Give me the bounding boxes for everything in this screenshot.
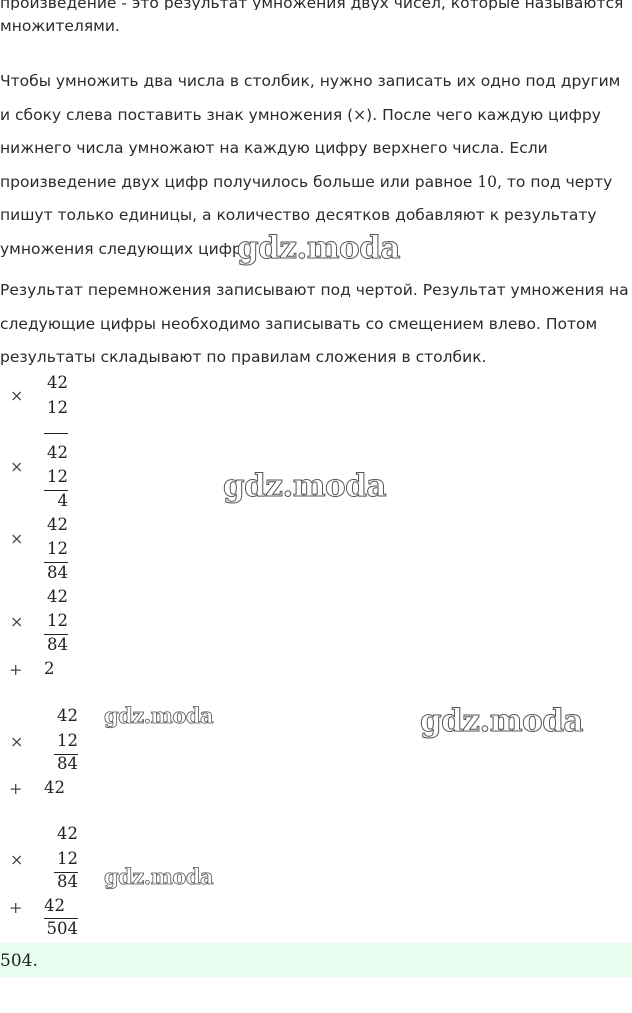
second-partial: 42 [44, 778, 65, 797]
plus-sign: + [9, 779, 23, 798]
multiplier: 12 [47, 611, 68, 630]
partial-product: 84 [57, 754, 78, 773]
carry-digit: 2 [44, 659, 55, 678]
times-sign: × [10, 850, 24, 869]
times-sign: × [10, 732, 24, 751]
intro-ending: множителями. [0, 17, 120, 35]
times-sign: × [10, 529, 24, 548]
cut-off-text-line: произведение - это результат умножения двух чисел, которые называются [0, 0, 624, 10]
partial-product: 4 [57, 491, 68, 510]
partial-product: 84 [57, 872, 78, 891]
multiplicand: 42 [47, 373, 68, 392]
final-product: 504 [46, 919, 78, 938]
multiplier: 12 [47, 467, 68, 486]
watermark: gdz.moda [104, 703, 214, 728]
multiplicand: 42 [47, 515, 68, 534]
watermark: gdz.moda [223, 468, 386, 504]
multiplier: 12 [57, 849, 78, 868]
multiplier: 12 [47, 539, 68, 558]
answer-box [0, 943, 632, 977]
fraction-bar [44, 433, 68, 434]
times-sign: × [10, 457, 24, 476]
multiplier: 12 [57, 731, 78, 750]
watermark: gdz.moda [420, 703, 583, 739]
plus-sign: + [9, 898, 23, 917]
partial-product: 84 [47, 563, 68, 582]
multiplier: 12 [47, 398, 68, 417]
times-sign: × [10, 386, 24, 405]
multiplicand: 42 [47, 587, 68, 606]
partial-product: 84 [47, 635, 68, 654]
second-partial: 42 [44, 896, 65, 915]
method-paragraph: Чтобы умножить два числа в столбик, нужно записать их одно под другим и сбоку слева поставить знак умножения (×). После чего каждую цифру нижнего числа умножают на каждую цифру верхнего числа. Если произведение двух цифр получилось больше или равное 10, то под черту пишут только единицы, а количество десятков добавляют к результату умножения следующих цифр. [0, 72, 621, 258]
multiplicand: 42 [47, 443, 68, 462]
watermark: gdz.moda [237, 230, 400, 266]
watermark: gdz.moda [104, 864, 214, 889]
multiplicand: 42 [57, 824, 78, 843]
result-paragraph: Результат перемножения записывают под чертой. Результат умножения на следующие цифры необходимо записывать со смещением влево. Потом результаты складывают по правилам сложения в столбик. [0, 281, 629, 366]
answer-value: 504. [0, 951, 38, 971]
multiplicand: 42 [57, 706, 78, 725]
times-sign: × [10, 612, 24, 631]
plus-sign: + [9, 660, 23, 679]
